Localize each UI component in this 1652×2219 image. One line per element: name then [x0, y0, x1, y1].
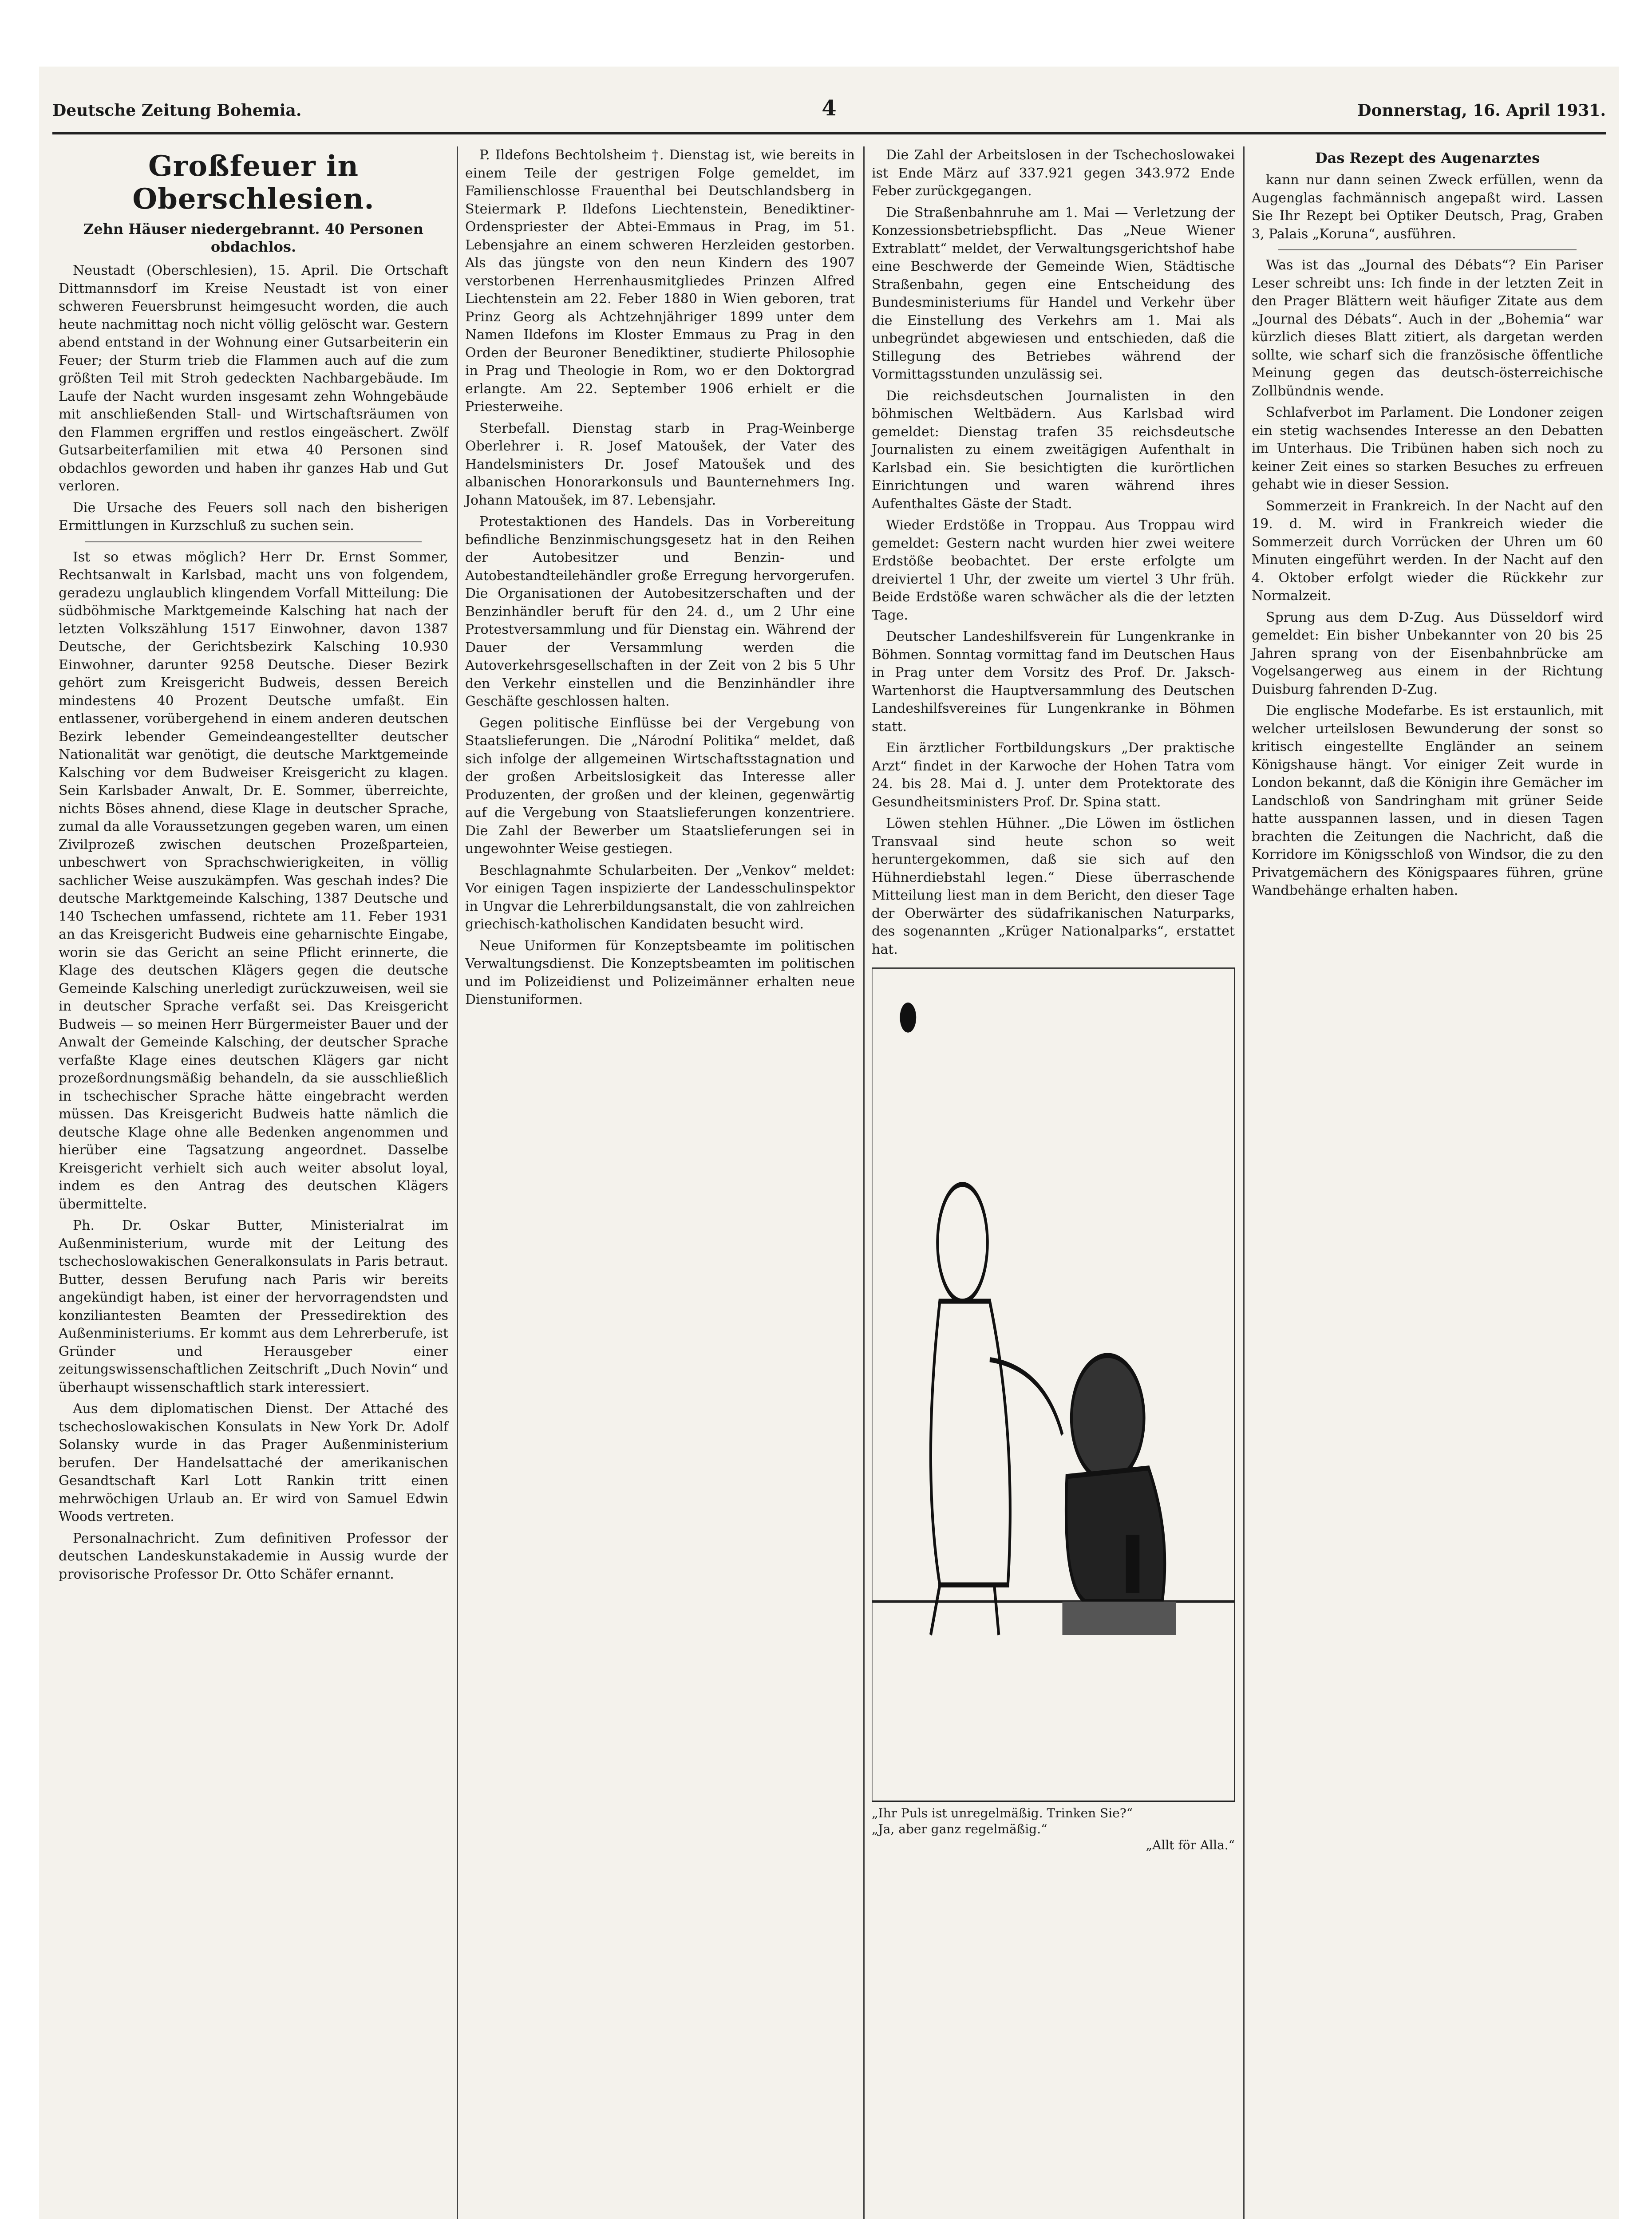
article-paragraph: Ph. Dr. Oskar Butter, Ministerialrat im Außenministerium, wurde mit der Leitung des tschechoslowakischen Generalkonsulats in Paris betraut. Butter, dessen Berufung nach Paris wir bereits angekündigt haben, ist einer der hervorragendsten und konziliantesten Beamten der Pressedirektion des Außenministeriums. Er kommt aus dem Lehrerberufe, ist Gründer und Herausgeber einer zeitungswissenschaftlichen Zeitschrift „Duch Novin“ und überhaupt wissenschaftlich stark interessiert.	[59, 1218, 448, 1395]
article-paragraph: Löwen stehlen Hühner. „Die Löwen im östlichen Transvaal sind heute schon so weit heruntergekommen, daß sie sich auf den Hühnerdiebstahl legen.“ Diese überraschende Mitteilung liest man in dem Bericht, den dieser Tage der Oberwärter des südafrikanischen Naturparks, des sogenannten „Krüger Nationalparks“, erstattet hat.	[872, 816, 1235, 957]
article-paragraph: Die reichsdeutschen Journalisten in den böhmischen Weltbädern. Aus Karlsbad wird gemeldet: Dienstag trafen 35 reichsdeutsche Journalisten zu einem zweitägigen Aufenthalt in Karlsbad ein. Sie besichtigten die kurörtlichen Einrichtungen und waren während ihres Aufenthaltes Gäste der Stadt.	[872, 388, 1235, 512]
article-paragraph: Personalnachricht. Zum definitiven Professor der deutschen Landeskunstakademie in Aussig wurde der provisorische Professor Dr. Otto Schäfer ernannt.	[59, 1530, 448, 1582]
column-4	[1245, 146, 1609, 2219]
article-paragraph: Sommerzeit in Frankreich. In der Nacht auf den 19. d. M. wird in Frankreich wieder die Sommerzeit durch Vorrücken der Uhren um 60 Minuten eingeführt werden. In der Nacht auf den 4. Oktober erfolgt wieder die Rückkehr zur Normalzeit.	[1252, 498, 1603, 604]
page-header	[52, 96, 1606, 128]
advertisement-text: kann nur dann seinen Zweck erfüllen, wenn da Augenglas fachmännisch angepaßt wird. Lassen Sie Ihr Rezept bei Optiker Deutsch, Prag, Graben 3, Palais „Koruna“, ausführen.	[1252, 172, 1603, 242]
article-paragraph: Die Zahl der Arbeitslosen in der Tschechoslowakei ist Ende März auf 337.921 gegen 343.972 Ende Feber zurückgegangen.	[872, 147, 1235, 199]
article-paragraph: Wieder Erdstöße in Troppau. Aus Troppau wird gemeldet: Gestern nacht wurden hier zwei weitere Erdstöße beobachtet. Der erste erfolgte um dreiviertel 1 Uhr, der zweite um viertel 3 Uhr früh. Beide Erdstöße waren schwächer als die der letzten Tage.	[872, 517, 1235, 623]
newspaper-page	[39, 67, 1619, 2219]
caption-line: „Ja, aber ganz regelmäßig.“	[872, 1822, 1047, 1836]
headline: Großfeuer in Oberschlesien.	[132, 150, 375, 216]
issue-date: Donnerstag, 16. April 1931.	[1357, 101, 1606, 120]
column-3	[866, 146, 1241, 2219]
caption-line: „Ihr Puls ist unregelmäßig. Trinken Sie?“	[872, 1806, 1133, 1820]
page-number: 4	[822, 96, 837, 121]
caption-credit: „Allt för Alla.“	[1146, 1838, 1235, 1852]
ad-heading: Das Rezept des Augenarztes	[1315, 150, 1540, 166]
article-paragraph: Die englische Modefarbe. Es ist erstaunlich, mit welcher urteilslosen Bewunderung der sonst so kritisch eingestellte Engländer an seinem Königshause hängt. Vor einiger Zeit wurde in London bekannt, daß die Königin ihre Gemächer im Landschloß von Sandringham mit grüner Seide hatte ausspannen lassen, und in diesen Tagen brachten die Zeitungen die Nachricht, daß die Korridore im Königsschloß von Windsor, die zu den Privatgemächern des Königspaares führen, grüne Wandbehänge erhalten haben.	[1252, 703, 1603, 898]
article-paragraph: Sterbefall. Dienstag starb in Prag-Weinberge Oberlehrer i. R. Josef Matoušek, der Vater des Handelsministers Dr. Josef Matoušek und des albanischen Honorarkonsuls und Baunternehmers Ing. Johann Matoušek, im 87. Lebensjahr.	[465, 420, 855, 508]
article-paragraph: Die Straßenbahnruhe am 1. Mai — Verletzung der Konzessionsbetriebspflicht. Das „Neue Wiener Extrablatt“ meldet, der Verwaltungsgerichtshof habe eine Beschwerde der Gemeinde Wien, Städtische Straßenbahn, gegen eine Entscheidung des Bundesministeriums für Handel und Verkehr über die Einstellung des Verkehrs am 1. Mai als unbegründet abgewiesen und entschieden, daß die Stillegung des Betriebes während der Vormittagsstunden unzulässig sei.	[872, 205, 1235, 382]
article-paragraph: Deutscher Landeshilfsverein für Lungenkranke in Böhmen. Sonntag vormittag fand im Deutschen Haus in Prag unter dem Vorsitz des Prof. Dr. Jaksch-Wartenhorst die Hauptversammlung des Deutschen Landeshilfsvereines für Lungenkranke in Böhmen statt.	[872, 629, 1235, 734]
article-paragraph: Gegen politische Einflüsse bei der Vergebung von Staatslieferungen. Die „Národní Politika“ meldet, daß sich infolge der allgemeinen Wirtschaftsstagnation und der großen Arbeitslosigkeit das Interesse aller Produzenten, der großen und der kleinen, gegenwärtig auf die Vergebung von Staatslieferungen konzentriere. Die Zahl der Bewerber um Staatslieferungen sei in ungewohnter Weise gestiegen.	[465, 715, 855, 857]
column-1	[52, 146, 454, 2219]
cartoon-caption	[872, 1805, 1235, 1853]
article-paragraph: Schlafverbot im Parlament. Die Londoner zeigen ein stetig wachsendes Interesse an den Debatten im Unterhaus. Die Tribünen haben sich noch zu keiner Zeit eines so starken Besuches zu erfreuen gehabt wie in dieser Session.	[1252, 405, 1603, 492]
article-paragraph: Protestaktionen des Handels. Das in Vorbereitung befindliche Benzinmischungsgesetz hat in den Reihen der Autobesitzer und Benzin- und Autobestandteilehändler große Erregung hervorgerufen. Die Organisationen der Autobesitzerschaften und der Benzinhändler beruft für den 24. d., um 2 Uhr eine Protestversammlung und für Dienstag ein. Während der Dauer der Versammlung werden die Autoverkehrsgesellschaften in der Zeit von 2 bis 5 Uhr den Verkehr einstellen und die Benzinhändler ihre Geschäfte geschlossen halten.	[465, 514, 855, 709]
separator	[85, 541, 422, 542]
article-paragraph: Aus dem diplomatischen Dienst. Der Attaché des tschechoslowakischen Konsulats in New York Dr. Adolf Solansky wurde in das Prager Außenministerium berufen. Der Handelsattaché der amerikanischen Gesandtschaft Karl Lott Rankin tritt einen mehrwöchigen Urlaub an. Er wird von Samuel Edwin Woods vertreten.	[59, 1401, 448, 1524]
cartoon-illustration	[872, 967, 1235, 1802]
article-paragraph: Sprung aus dem D-Zug. Aus Düsseldorf wird gemeldet: Ein bisher Unbekannter von 20 bis 25 Jahren sprang von der Eisenbahnbrücke am Vogelsangerweg aus einem in der Richtung Duisburg fahrenden D-Zug.	[1252, 609, 1603, 697]
column-rule	[1243, 146, 1245, 2219]
article-paragraph: Die Ursache des Feuers soll nach den bisherigen Ermittlungen in Kurzschluß zu suchen sein.	[59, 500, 448, 533]
article-paragraph: P. Ildefons Bechtolsheim †. Dienstag ist, wie bereits in einem Teile der gestrigen Folge gemeldet, im Familienschlosse Frauenthal bei Deutschlandsberg in Steiermark P. Ildefons Liechtenstein, Benediktiner-Ordenspriester der Abtei-Emmaus in Prag, im 51. Lebensjahre an einem schweren Herzleiden gestorben. Als das jüngste von den neun Kindern des 1907 verstorbenen Herrenhausmitgliedes Prinzen Alfred Liechtenstein am 22. Feber 1880 in Wien geboren, trat Prinz Georg als Achtzehnjähriger 1899 unter dem Namen Ildefons im Kloster Emmaus zu Prag in den Orden der Beuroner Benediktiner, studierte Philosophie in Prag und Theologie in Rom, wo er den Doktorgrad erlangte. Am 22. September 1906 erhielt er die Priesterweihe.	[465, 147, 855, 415]
column-rule	[457, 146, 458, 2219]
subheadline: Zehn Häuser niedergebrannt. 40 Personen obdachlos.	[83, 221, 423, 255]
article-paragraph: Neue Uniformen für Konzeptsbeamte im politischen Verwaltungsdienst. Die Konzeptsbeamten im politischen und im Polizeidienst und Polizeimänner erhalten neue Dienstuniformen.	[465, 938, 855, 1007]
article-paragraph: Was ist das „Journal des Débats“? Ein Pariser Leser schreibt uns: Ich finde in der letzten Zeit in den Prager Blättern weit häufiger Zitate aus dem „Journal des Débats“. Auch in der „Bohemia“ war kürzlich dieses Blatt zitiert, als dargetan werden sollte, wie scharf sich die französische öffentliche Meinung gegen das deutsch-österreichische Zollbündnis wende.	[1252, 257, 1603, 399]
article-paragraph: Beschlagnahmte Schularbeiten. Der „Venkov“ meldet: Vor einigen Tagen inspizierte der Landesschulinspektor in Ungvar die Lehrerbildungsanstalt, die von zahlreichen griechisch-katholischen Kandidaten besucht wird.	[465, 862, 855, 932]
masthead-left: Deutsche Zeitung Bohemia.	[52, 101, 302, 120]
article-paragraph: Ist so etwas möglich? Herr Dr. Ernst Sommer, Rechtsanwalt in Karlsbad, macht uns von folgendem, geradezu unglaublich klingendem Vorfall Mitteilung: Die südböhmische Marktgemeinde Kalsching hat nach der letzten Volkszählung 1517 Einwohner, davon 1387 Deutsche, der Gerichtsbezirk Kalsching 10.930 Einwohner, darunter 9258 Deutsche. Dieser Bezirk gehört zum Kreisgericht Budweis, dessen Bereich mindestens 40 Prozent Deutsche umfaßt. Ein entlassener, vorübergehend in einem anderen deutschen Bezirk lebender Gemeindeangestellter deutscher Nationalität war genötigt, die deutsche Marktgemeinde Kalsching vor dem Budweiser Kreisgericht zu klagen. Sein Karlsbader Anwalt, Dr. E. Sommer, überreichte, nichts Böses ahnend, diese Klage in deutscher Sprache, zumal da alle Voraussetzungen gegeben waren, um einen Zivilprozeß zwischen deutschen Prozeßparteien, unbeschwert von Sprachschwierigkeiten, in völlig sachlicher Weise auszukämpfen. Was geschah indes? Die deutsche Marktgemeinde Kalsching, 1387 Deutsche und 140 Tschechen umfassend, richtete am 11. Feber 1931 an das Kreisgericht Budweis eine geharnischte Eingabe, worin sie das Gericht an seine Pflicht erinnerte, die Klage des deutschen Klägers gegen die deutsche Gemeinde Kalsching unerledigt zurückzuweisen, weil sie in deutscher Sprache verfaßt sei. Das Kreisgericht Budweis — so meinen Herr Bürgermeister Bauer und der Anwalt der Gemeinde Kalsching, der deutscher Sprache verfaßte Klage eines deutschen Klägers gar nicht prozeßordnungsmäßig behandeln, da sie ausschließlich in tschechischer Sprache hätte eingebracht werden müssen. Das Kreisgericht Budweis hatte nämlich die deutsche Klage ohne alle Bedenken angenommen und hierüber eine Tagsatzung angeordnet. Dasselbe Kreisgericht verhielt sich auch weiter absolut loyal, indem es den Antrag des deutschen Klägers übermittelte.	[59, 549, 448, 1212]
column-2	[459, 146, 861, 2219]
separator	[1278, 249, 1577, 250]
column-rule	[863, 146, 865, 2219]
article-paragraph: Ein ärztlicher Fortbildungskurs „Der praktische Arzt“ findet in der Karwoche der Hohen Tatra vom 24. bis 28. Mai d. J. unter dem Protektorate des Gesundheitsministers Prof. Dr. Spina statt.	[872, 740, 1235, 810]
header-rule	[52, 132, 1606, 134]
article-paragraph: Neustadt (Oberschlesien), 15. April. Die Ortschaft Dittmannsdorf im Kreise Neustadt ist von einer schweren Feuersbrunst heimgesucht worden, die auch heute nachmittag noch nicht völlig gelöscht war. Gestern abend entstand in der Wohnung einer Gutsarbeiterin ein Feuer; der Sturm trieb die Flammen auch auf die zum größten Teil mit Stroh gedeckten Nachbargebäude. Im Laufe der Nacht wurden insgesamt zehn Wohngebäude mit anschließenden Stall- und Wirtschaftsräumen von den Flammen ergriffen und restlos eingeäschert. Zwölf Gutsarbeiterfamilien mit etwa 40 Personen sind obdachlos geworden und haben ihr ganzes Hab und Gut verloren.	[59, 263, 448, 494]
